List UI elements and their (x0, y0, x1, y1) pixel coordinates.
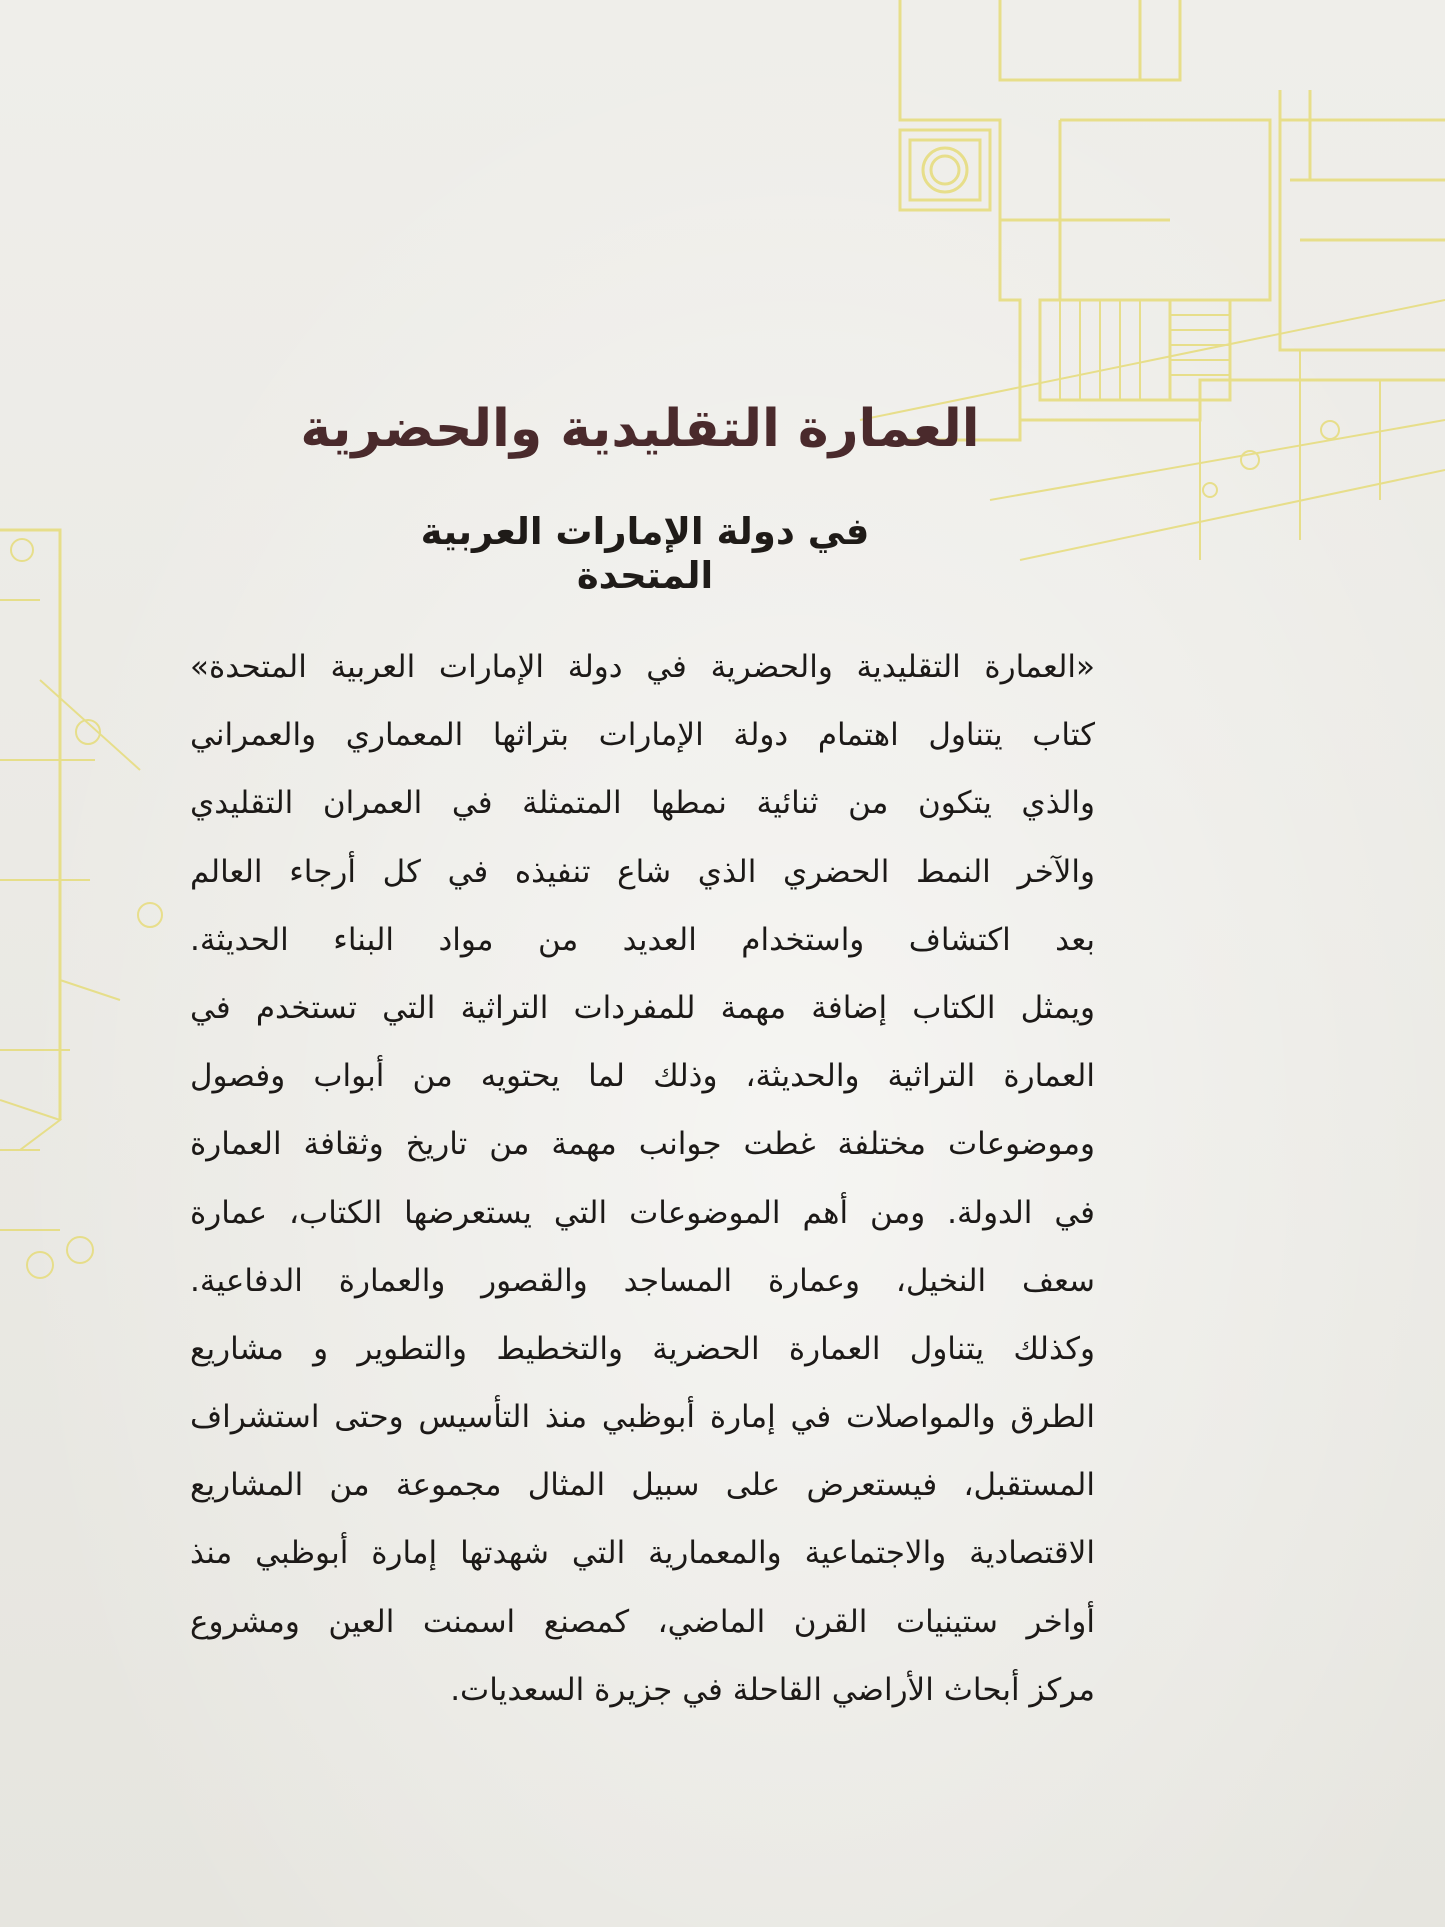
description-line: المستقبل، فيستعرض على سبيل المثال مجموعة من المشاريع (190, 1467, 1095, 1504)
description-line: وموضوعات مختلفة غطت جوانب مهمة من تاريخ وثقافة العمارة (190, 1126, 1095, 1163)
description-line: ويمثل الكتاب إضافة مهمة للمفردات التراثية التي تستخدم في (190, 989, 1095, 1026)
description-line: الاقتصادية والاجتماعية والمعمارية التي شهدتها إمارة أبوظبي منذ (190, 1535, 1095, 1572)
description-line: الطرق والمواصلات في إمارة أبوظبي منذ التأسيس وحتى استشراف (190, 1399, 1095, 1436)
description-line: في الدولة. ومن أهم الموضوعات التي يستعرضها الكتاب، عمارة (190, 1194, 1095, 1231)
description-line: كتاب يتناول اهتمام دولة الإمارات بتراثها المعماري والعمراني (190, 717, 1095, 754)
description-line: والذي يتكون من ثنائية نمطها المتمثلة في العمران التقليدي (190, 785, 1095, 822)
book-description (190, 633, 1095, 1724)
description-line: سعف النخيل، وعمارة المساجد والقصور والعمارة الدفاعية. (190, 1262, 1095, 1299)
description-line: والآخر النمط الحضري الذي شاع تنفيذه في كل أرجاء العالم (190, 853, 1095, 890)
book-title: العمارة التقليدية والحضرية (300, 399, 980, 459)
book-subtitle: في دولة الإمارات العربية المتحدة (420, 510, 870, 598)
description-line: العمارة التراثية والحديثة، وذلك لما يحتويه من أبواب وفصول (190, 1058, 1095, 1095)
description-line: وكذلك يتناول العمارة الحضرية والتخطيط والتطوير و مشاريع (190, 1330, 1095, 1367)
description-line: بعد اكتشاف واستخدام العديد من مواد البناء الحديثة. (190, 921, 1095, 958)
description-line-last: مركز أبحاث الأراضي القاحلة في جزيرة السعديات. (450, 1671, 1095, 1708)
description-line: «العمارة التقليدية والحضرية في دولة الإمارات العربية المتحدة» (190, 649, 1095, 685)
description-line: أواخر ستينيات القرن الماضي، كمصنع اسمنت العين ومشروع (190, 1603, 1095, 1640)
